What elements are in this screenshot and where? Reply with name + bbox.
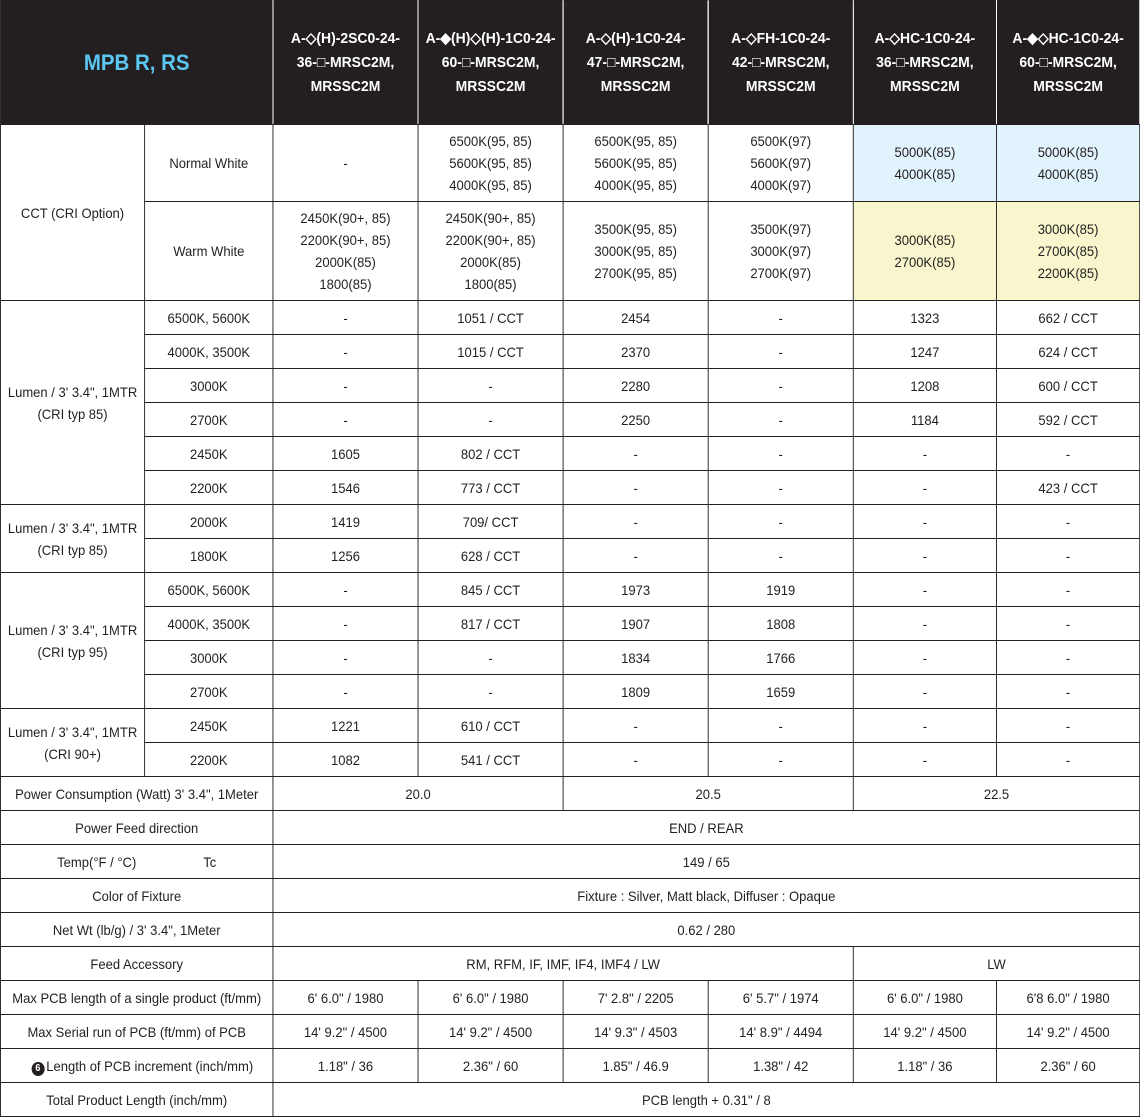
lumen-row — [0, 369, 1139, 403]
feed-direction-row — [0, 811, 1139, 845]
lumen-value: 802 / CCT — [418, 437, 563, 471]
lumen-value: - — [418, 675, 563, 709]
lumen-row — [0, 607, 1139, 641]
lumen-value: - — [708, 505, 853, 539]
cct-cell: 6500K(95, 85) 5600K(95, 85) 4000K(95, 85) — [418, 125, 563, 202]
cct-temperature-label: 3000K — [145, 369, 273, 403]
lumen-value: - — [853, 437, 996, 471]
lumen-value: 1973 — [563, 573, 708, 607]
lumen-value: - — [273, 301, 418, 335]
max-pcb-value: 6' 6.0" / 1980 — [853, 981, 996, 1015]
lumen-value: 2280 — [563, 369, 708, 403]
lumen-value: 628 / CCT — [418, 539, 563, 573]
max-pcb-value: 6' 6.0" / 1980 — [418, 981, 563, 1015]
cct-temperature-label: 2000K — [145, 505, 273, 539]
lumen-value: - — [563, 471, 708, 505]
cct-cell: 3500K(97) 3000K(97) 2700K(97) — [708, 202, 853, 301]
lumen-row — [0, 573, 1139, 607]
lumen-value: - — [418, 641, 563, 675]
lumen-value: 1907 — [563, 607, 708, 641]
lumen-row — [0, 675, 1139, 709]
model-header: A-◇FH-1C0-24- 42-□-MRSC2M, MRSSC2M — [708, 1, 853, 125]
lumen-value: - — [853, 539, 996, 573]
model-header: A-◇(H)-1C0-24- 47-□-MRSC2M, MRSSC2M — [563, 1, 708, 125]
lumen-row — [0, 505, 1139, 539]
lumen-value: 610 / CCT — [418, 709, 563, 743]
cct-temperature-label: 4000K, 3500K — [145, 335, 273, 369]
lumen-value: - — [273, 607, 418, 641]
cct-temperature-label: 2450K — [145, 709, 273, 743]
feed-direction-value: END / REAR — [273, 811, 1140, 845]
lumen-value: 600 / CCT — [996, 369, 1139, 403]
lumen-value: - — [996, 743, 1139, 777]
lumen-group-label: Lumen / 3' 3.4", 1MTR (CRI typ 85) — [0, 301, 144, 505]
model-header: A-◇HC-1C0-24- 36-□-MRSC2M, MRSSC2M — [853, 1, 996, 125]
pcb-increment-value: 2.36" / 60 — [418, 1049, 563, 1083]
lumen-value: - — [853, 641, 996, 675]
lumen-value: - — [853, 505, 996, 539]
lumen-value: 773 / CCT — [418, 471, 563, 505]
feed-accessory-value: LW — [853, 947, 1139, 981]
lumen-value: - — [563, 437, 708, 471]
lumen-value: - — [996, 437, 1139, 471]
net-weight-row — [0, 913, 1139, 947]
power-value: 20.5 — [563, 777, 853, 811]
lumen-value: 592 / CCT — [996, 403, 1139, 437]
lumen-value: - — [853, 607, 996, 641]
lumen-value: - — [273, 369, 418, 403]
lumen-row — [0, 301, 1139, 335]
max-pcb-value: 6' 6.0" / 1980 — [273, 981, 418, 1015]
lumen-value: - — [996, 641, 1139, 675]
lumen-value: - — [273, 675, 418, 709]
lumen-value: - — [708, 471, 853, 505]
lumen-value: 1419 — [273, 505, 418, 539]
color-row — [0, 879, 1139, 913]
lumen-row — [0, 709, 1139, 743]
lumen-value: - — [708, 709, 853, 743]
max-pcb-row — [0, 981, 1139, 1015]
lumen-value: 541 / CCT — [418, 743, 563, 777]
model-header: A-◆◇HC-1C0-24- 60-□-MRSC2M, MRSSC2M — [996, 1, 1139, 125]
cct-cell: 2450K(90+, 85) 2200K(90+, 85) 2000K(85) 1800(85) — [418, 202, 563, 301]
feed-accessory-label: Feed Accessory — [0, 947, 272, 981]
temp-value: 149 / 65 — [273, 845, 1140, 879]
cct-temperature-label: 4000K, 3500K — [145, 607, 273, 641]
cct-cell: 2450K(90+, 85) 2200K(90+, 85) 2000K(85) 1800(85) — [273, 202, 418, 301]
cct-cell: 6500K(97) 5600K(97) 4000K(97) — [708, 125, 853, 202]
lumen-value: 2370 — [563, 335, 708, 369]
lumen-value: - — [996, 573, 1139, 607]
cct-cell: - — [273, 125, 418, 202]
lumen-row — [0, 743, 1139, 777]
lumen-value: - — [708, 539, 853, 573]
lumen-value: - — [708, 403, 853, 437]
max-pcb-label: Max PCB length of a single product (ft/mm) — [0, 981, 272, 1015]
lumen-value: - — [273, 641, 418, 675]
pcb-increment-value: 1.85" / 46.9 — [563, 1049, 708, 1083]
lumen-value: - — [708, 335, 853, 369]
lumen-value: 817 / CCT — [418, 607, 563, 641]
lumen-value: - — [563, 709, 708, 743]
lumen-value: - — [708, 437, 853, 471]
lumen-value: - — [996, 539, 1139, 573]
lumen-value: - — [708, 743, 853, 777]
lumen-value: - — [853, 709, 996, 743]
max-serial-value: 14' 9.2" / 4500 — [996, 1015, 1139, 1049]
lumen-value: - — [996, 505, 1139, 539]
cct-temperature-label: 2700K — [145, 675, 273, 709]
lumen-value: 1766 — [708, 641, 853, 675]
lumen-value: 624 / CCT — [996, 335, 1139, 369]
normal-white-label: Normal White — [145, 125, 273, 202]
lumen-value: - — [563, 505, 708, 539]
temp-label: Temp(°F / °C) Tc — [0, 845, 272, 879]
max-pcb-value: 6' 5.7" / 1974 — [708, 981, 853, 1015]
number-badge-icon: 6 — [31, 1062, 44, 1076]
power-label: Power Consumption (Watt) 3' 3.4", 1Meter — [0, 777, 272, 811]
lumen-value: - — [996, 675, 1139, 709]
lumen-value: - — [563, 539, 708, 573]
max-serial-value: 14' 8.9" / 4494 — [708, 1015, 853, 1049]
feed-accessory-row — [0, 947, 1139, 981]
cct-cell: 6500K(95, 85) 5600K(95, 85) 4000K(95, 85) — [563, 125, 708, 202]
net-weight-label: Net Wt (lb/g) / 3' 3.4", 1Meter — [0, 913, 272, 947]
lumen-value: - — [418, 369, 563, 403]
color-label: Color of Fixture — [0, 879, 272, 913]
cct-normal-row — [0, 125, 1139, 202]
max-serial-value: 14' 9.2" / 4500 — [273, 1015, 418, 1049]
warm-white-label: Warm White — [145, 202, 273, 301]
lumen-value: 1809 — [563, 675, 708, 709]
cct-temperature-label: 3000K — [145, 641, 273, 675]
color-value: Fixture : Silver, Matt black, Diffuser : Opaque — [273, 879, 1140, 913]
lumen-value: - — [853, 743, 996, 777]
cct-label: CCT (CRI Option) — [0, 125, 144, 301]
lumen-value: 1208 — [853, 369, 996, 403]
max-pcb-value: 6'8 6.0" / 1980 — [996, 981, 1139, 1015]
lumen-group-label: Lumen / 3' 3.4", 1MTR (CRI 90+) — [0, 709, 144, 777]
max-serial-row — [0, 1015, 1139, 1049]
pcb-increment-label: 6 Length of PCB increment (inch/mm) — [0, 1049, 272, 1083]
lumen-value: 1082 — [273, 743, 418, 777]
total-length-label: Total Product Length (inch/mm) — [0, 1083, 272, 1117]
lumen-value: - — [853, 675, 996, 709]
lumen-section — [0, 301, 1139, 777]
lumen-value: - — [853, 573, 996, 607]
lumen-value: - — [708, 301, 853, 335]
max-serial-value: 14' 9.2" / 4500 — [418, 1015, 563, 1049]
lumen-value: 845 / CCT — [418, 573, 563, 607]
cct-cell-highlight: 5000K(85) 4000K(85) — [853, 125, 996, 202]
series-title: MPB R, RS — [0, 1, 272, 125]
lumen-value: 1221 — [273, 709, 418, 743]
lumen-value: - — [273, 335, 418, 369]
lumen-group-label: Lumen / 3' 3.4", 1MTR (CRI typ 95) — [0, 573, 144, 709]
lumen-value: - — [708, 369, 853, 403]
power-row — [0, 777, 1139, 811]
max-pcb-value: 7' 2.8" / 2205 — [563, 981, 708, 1015]
feed-direction-label: Power Feed direction — [0, 811, 272, 845]
feed-accessory-value: RM, RFM, IF, IMF, IF4, IMF4 / LW — [273, 947, 853, 981]
lumen-value: 1834 — [563, 641, 708, 675]
cct-temperature-label: 2200K — [145, 471, 273, 505]
lumen-row — [0, 641, 1139, 675]
cct-temperature-label: 6500K, 5600K — [145, 573, 273, 607]
header-row — [0, 1, 1139, 125]
lumen-value: 1051 / CCT — [418, 301, 563, 335]
lumen-row — [0, 471, 1139, 505]
max-serial-value: 14' 9.3" / 4503 — [563, 1015, 708, 1049]
lumen-value: 1659 — [708, 675, 853, 709]
max-serial-value: 14' 9.2" / 4500 — [853, 1015, 996, 1049]
cct-temperature-label: 1800K — [145, 539, 273, 573]
pcb-increment-value: 1.38" / 42 — [708, 1049, 853, 1083]
model-header: A-◆(H)◇(H)-1C0-24- 60-□-MRSC2M, MRSSC2M — [418, 1, 563, 125]
cct-cell-highlight: 3000K(85) 2700K(85) 2200K(85) — [996, 202, 1139, 301]
lumen-value: 1605 — [273, 437, 418, 471]
cct-cell-highlight: 5000K(85) 4000K(85) — [996, 125, 1139, 202]
lumen-value: - — [273, 403, 418, 437]
lumen-row — [0, 335, 1139, 369]
pcb-increment-value: 1.18" / 36 — [273, 1049, 418, 1083]
lumen-value: 1184 — [853, 403, 996, 437]
max-serial-label: Max Serial run of PCB (ft/mm) of PCB — [0, 1015, 272, 1049]
pcb-increment-row — [0, 1049, 1139, 1083]
lumen-value: 2250 — [563, 403, 708, 437]
lumen-value: - — [273, 573, 418, 607]
lumen-value: - — [996, 607, 1139, 641]
temp-row — [0, 845, 1139, 879]
lumen-value: 1919 — [708, 573, 853, 607]
lumen-value: - — [563, 743, 708, 777]
lumen-row — [0, 539, 1139, 573]
lumen-row — [0, 403, 1139, 437]
power-value: 20.0 — [273, 777, 563, 811]
lumen-value: 1247 — [853, 335, 996, 369]
cct-temperature-label: 2450K — [145, 437, 273, 471]
cct-cell-highlight: 3000K(85) 2700K(85) — [853, 202, 996, 301]
cct-temperature-label: 2200K — [145, 743, 273, 777]
lumen-value: 1808 — [708, 607, 853, 641]
lumen-group-label: Lumen / 3' 3.4", 1MTR (CRI typ 85) — [0, 505, 144, 573]
model-header: A-◇(H)-2SC0-24- 36-□-MRSC2M, MRSSC2M — [273, 1, 418, 125]
pcb-increment-value: 2.36" / 60 — [996, 1049, 1139, 1083]
cct-temperature-label: 2700K — [145, 403, 273, 437]
lumen-value: - — [418, 403, 563, 437]
lumen-value: - — [996, 709, 1139, 743]
cct-temperature-label: 6500K, 5600K — [145, 301, 273, 335]
lumen-value: 1015 / CCT — [418, 335, 563, 369]
net-weight-value: 0.62 / 280 — [273, 913, 1140, 947]
pcb-increment-value: 1.18" / 36 — [853, 1049, 996, 1083]
total-length-row — [0, 1083, 1139, 1117]
lumen-value: 709/ CCT — [418, 505, 563, 539]
cct-cell: 3500K(95, 85) 3000K(95, 85) 2700K(95, 85) — [563, 202, 708, 301]
power-value: 22.5 — [853, 777, 1139, 811]
lumen-value: 1546 — [273, 471, 418, 505]
lumen-value: 2454 — [563, 301, 708, 335]
tc-label: Tc — [203, 853, 217, 870]
lumen-value: 1323 — [853, 301, 996, 335]
lumen-row — [0, 437, 1139, 471]
total-length-value: PCB length + 0.31" / 8 — [273, 1083, 1140, 1117]
lumen-value: 662 / CCT — [996, 301, 1139, 335]
lumen-value: - — [853, 471, 996, 505]
lumen-value: 423 / CCT — [996, 471, 1139, 505]
cct-warm-row — [0, 202, 1139, 301]
lumen-value: 1256 — [273, 539, 418, 573]
